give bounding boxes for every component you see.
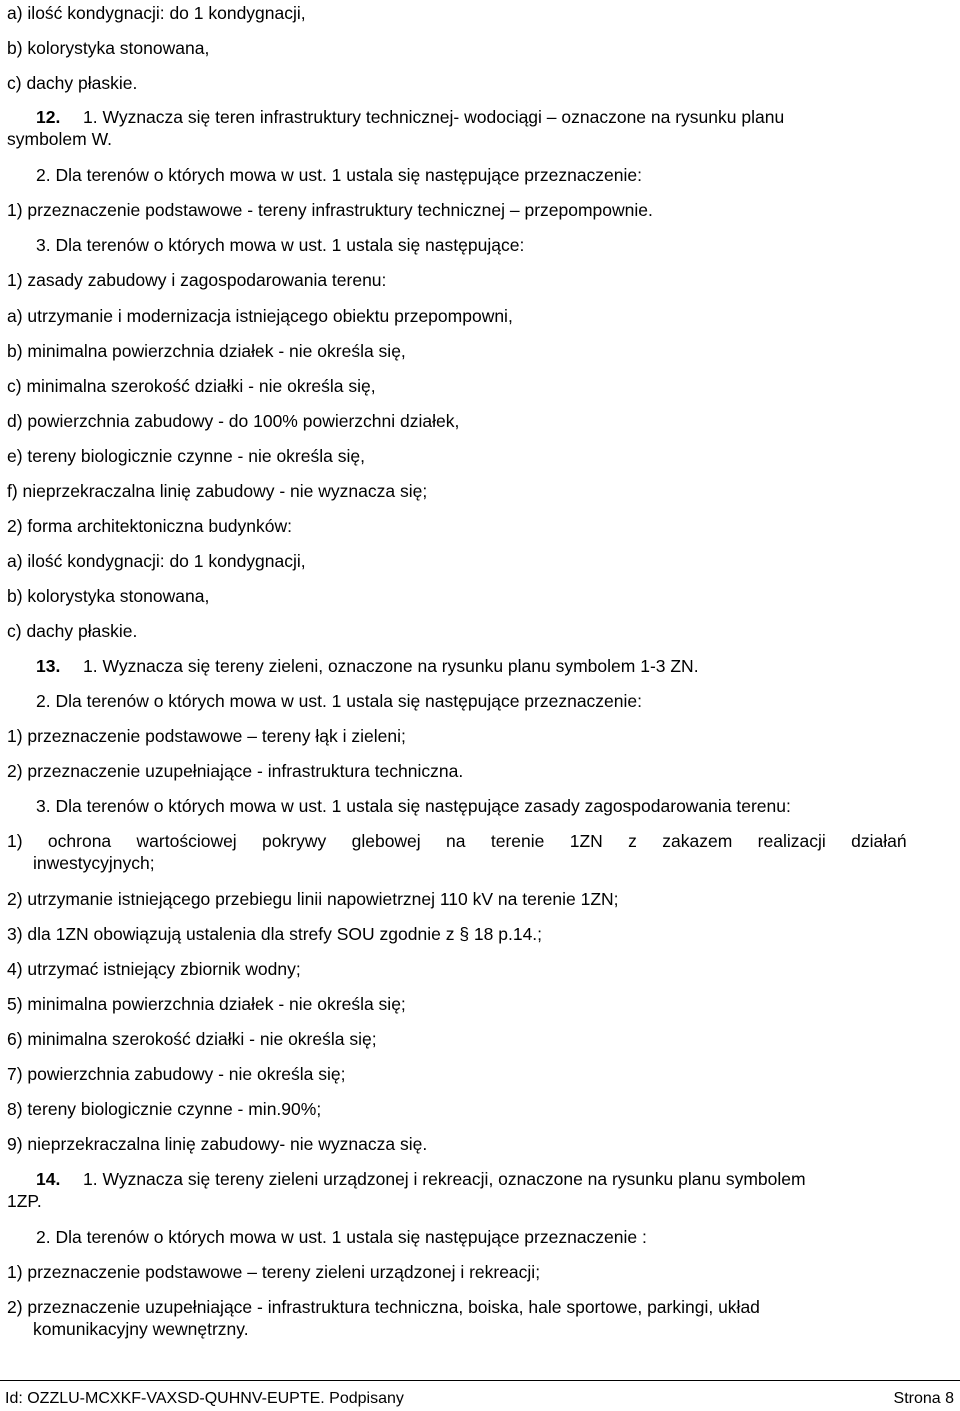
text-line: 1. Wyznacza się tereny zieleni, oznaczone na rysunku planu symbolem 1-3 ZN. — [83, 656, 699, 676]
text-line: 2) przeznaczenie uzupełniające - infrastruktura techniczna. — [7, 761, 464, 781]
text-line: b) kolorystyka stonowana, — [7, 586, 210, 606]
text-line: 5) minimalna powierzchnia działek - nie określa się; — [7, 994, 406, 1014]
text-line: c) minimalna szerokość działki - nie określa się, — [7, 376, 376, 396]
footer-divider — [0, 1380, 960, 1381]
justified-word: 1) ochrona wartościowej pokrywy glebowej na terenie 1ZN z zakazem realizacji działań — [7, 831, 907, 851]
text-line: 1) przeznaczenie podstawowe – tereny łąk i zieleni; — [7, 726, 406, 746]
text-line: a) utrzymanie i modernizacja istniejącego obiektu przepompowni, — [7, 306, 513, 326]
section-heading — [36, 106, 60, 128]
section-number: 14. — [36, 1169, 61, 1189]
footer-document-id: Id: OZZLU-MCXKF-VAXSD-QUHNV-EUPTE. Podpisany — [5, 1390, 404, 1407]
text-line: 9) nieprzekraczalna linię zabudowy- nie wyznacza się. — [7, 1134, 428, 1154]
section-heading — [36, 655, 60, 677]
text-line: inwestycyjnych; — [33, 853, 155, 873]
text-line: e) tereny biologicznie czynne - nie określa się, — [7, 446, 365, 466]
text-line: 8) tereny biologicznie czynne - min.90%; — [7, 1099, 322, 1119]
text-line: 3) dla 1ZN obowiązują ustalenia dla strefy SOU zgodnie z § 18 p.14.; — [7, 924, 543, 944]
text-line: 1) zasady zabudowy i zagospodarowania terenu: — [7, 270, 387, 290]
justified-line — [7, 830, 959, 852]
text-line: 6) minimalna szerokość działki - nie określa się; — [7, 1029, 377, 1049]
text-line: d) powierzchnia zabudowy - do 100% powierzchni działek, — [7, 411, 460, 431]
text-line: b) kolorystyka stonowana, — [7, 38, 210, 58]
text-line: 1ZP. — [7, 1191, 42, 1211]
text-line: 2) forma architektoniczna budynków: — [7, 516, 292, 536]
text-line: a) ilość kondygnacji: do 1 kondygnacji, — [7, 551, 306, 571]
text-line: 2) utrzymanie istniejącego przebiegu linii napowietrznej 110 kV na terenie 1ZN; — [7, 889, 619, 909]
text-line: f) nieprzekraczalna linię zabudowy - nie wyznacza się; — [7, 481, 428, 501]
text-line: 1. Wyznacza się tereny zieleni urządzonej i rekreacji, oznaczone na rysunku planu symbolem — [83, 1169, 806, 1189]
text-line: 2. Dla terenów o których mowa w ust. 1 ustala się następujące przeznaczenie: — [36, 165, 643, 185]
text-line: 7) powierzchnia zabudowy - nie określa się; — [7, 1064, 346, 1084]
section-number: 12. — [36, 107, 61, 127]
section-heading — [36, 1168, 60, 1190]
text-line: 1) przeznaczenie podstawowe – tereny zieleni urządzonej i rekreacji; — [7, 1262, 541, 1282]
text-line: 2. Dla terenów o których mowa w ust. 1 ustala się następujące przeznaczenie : — [36, 1227, 647, 1247]
text-line: 3. Dla terenów o których mowa w ust. 1 ustala się następujące zasady zagospodarowania terenu: — [36, 796, 791, 816]
section-number: 13. — [36, 656, 61, 676]
text-line: 2) przeznaczenie uzupełniające - infrastruktura techniczna, boiska, hale sportowe, parkingi, układ — [7, 1297, 760, 1317]
text-line: 2. Dla terenów o których mowa w ust. 1 ustala się następujące przeznaczenie: — [36, 691, 643, 711]
text-line: 1. Wyznacza się teren infrastruktury technicznej- wodociągi – oznaczone na rysunku planu — [83, 107, 785, 127]
text-line: 1) przeznaczenie podstawowe - tereny infrastruktury technicznej – przepompownie. — [7, 200, 653, 220]
text-line: a) ilość kondygnacji: do 1 kondygnacji, — [7, 3, 306, 23]
text-line: 4) utrzymać istniejący zbiornik wodny; — [7, 959, 301, 979]
text-line: c) dachy płaskie. — [7, 621, 138, 641]
text-line: komunikacyjny wewnętrzny. — [33, 1319, 249, 1339]
footer-page-number: Strona 8 — [893, 1390, 954, 1407]
text-line: c) dachy płaskie. — [7, 73, 138, 93]
text-line: 3. Dla terenów o których mowa w ust. 1 ustala się następujące: — [36, 235, 525, 255]
justified-text — [7, 830, 959, 852]
text-line: b) minimalna powierzchnia działek - nie określa się, — [7, 341, 406, 361]
text-line: symbolem W. — [7, 129, 113, 149]
